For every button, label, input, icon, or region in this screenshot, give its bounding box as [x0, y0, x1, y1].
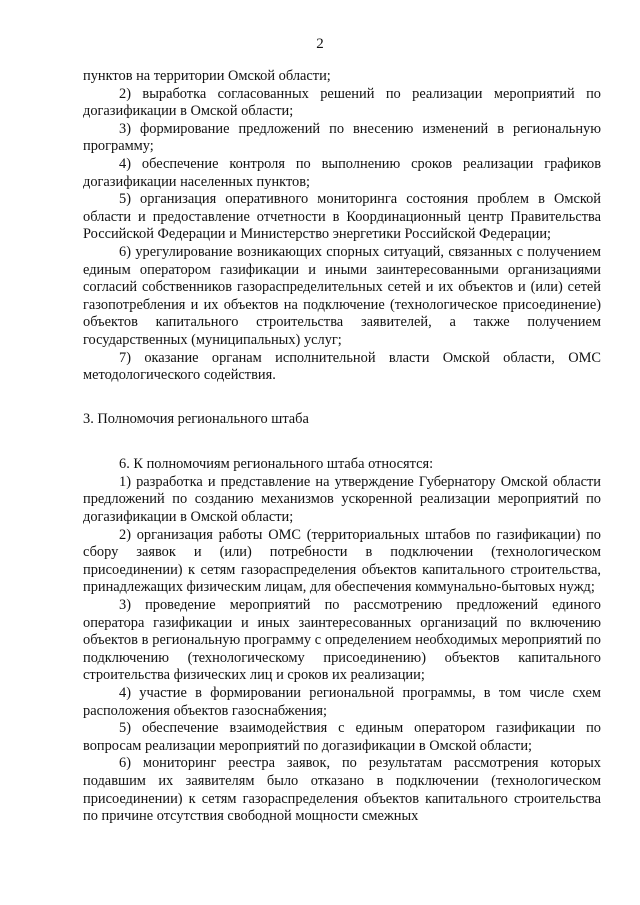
paragraph: 5) организация оперативного мониторинга состояния проблем в Омской области и предоставление отчетности в Координационный центр Правительства Российской Федерации и Министерство энергетики Российской Федерации;	[83, 191, 601, 243]
paragraph: 2) организация работы ОМС (территориальных штабов по газификации) по сбору заявок и (или) потребности в подключении (технологическом присоединении) к сетям газораспределения объектов капитального строительства, принадлежащих физическим лицам, для обеспечения коммунально-бытовых нужд;	[83, 526, 601, 596]
paragraph-list-top	[83, 68, 601, 385]
section-heading: 3. Полномочия регионального штаба	[83, 410, 309, 427]
paragraph: 6. К полномочиям регионального штаба относятся:	[119, 456, 434, 473]
paragraph: 4) обеспечение контроля по выполнению сроков реализации графиков догазификации населенных пунктов;	[83, 155, 601, 190]
paragraph: 3) формирование предложений по внесению изменений в региональную программу;	[83, 120, 601, 155]
paragraph: 7) оказание органам исполнительной власти Омской области, ОМС методологического содействия.	[83, 349, 601, 384]
paragraph-list-bottom	[83, 456, 601, 825]
paragraph: пунктов на территории Омской области;	[83, 68, 331, 84]
page-number: 2	[316, 36, 324, 52]
paragraph: 4) участие в формировании региональной программы, в том числе схем расположения объектов газоснабжения;	[83, 685, 601, 719]
paragraph: 5) обеспечение взаимодействия с единым оператором газификации по вопросам реализации мероприятий по догазификации в Омской области;	[83, 720, 601, 754]
paragraph: 6) мониторинг реестра заявок, по результатам рассмотрения которых подавшим их заявителям было отказано в подключении (технологическом присоединении) к сетям газораспределения объектов капитального строительства по причине отсутствия свободной мощности смежных	[83, 755, 601, 825]
paragraph: 3) проведение мероприятий по рассмотрению предложений единого оператора газификации и иных заинтересованных организаций по включению объектов в региональную программу с определением необходимых мероприятий по подключению (технологическому присоединению) объектов капитального строительства физических лиц и сроков их реализации;	[83, 597, 601, 684]
document-body	[83, 68, 601, 826]
paragraph: 6) урегулирование возникающих спорных ситуаций, связанных с получением единым оператором газификации и иными заинтересованными организациями согласий собственников газораспределительных сетей и их объектов и (или) сетей газопотребления и их объектов на подключение (технологическое присоединение) объектов капитального строительства заявителей, а также получением государственных (муниципальных) услуг;	[83, 243, 601, 348]
paragraph: 2) выработка согласованных решений по реализации мероприятий по догазификации в Омской области;	[83, 85, 601, 120]
paragraph: 1) разработка и представление на утверждение Губернатору Омской области предложений по созданию механизмов ускоренной реализации мероприятий по догазификации в Омской области;	[83, 473, 601, 526]
